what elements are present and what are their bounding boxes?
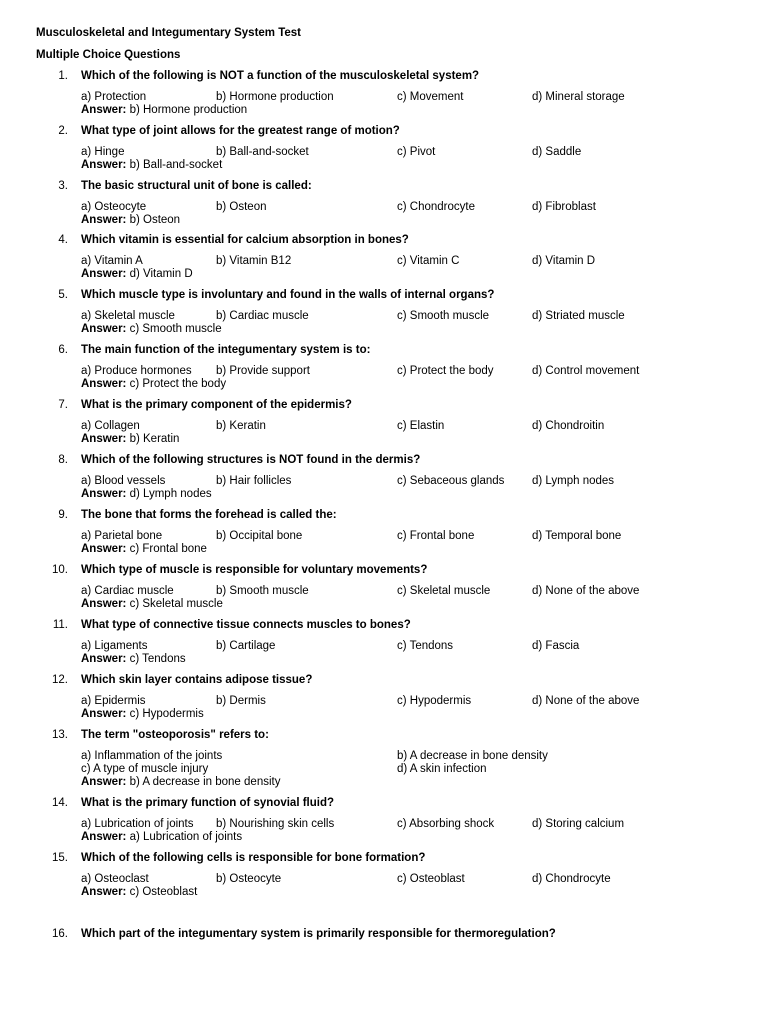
- option-b: b) A decrease in bone density: [397, 750, 548, 762]
- option-d: d) Storing calcium: [532, 818, 625, 830]
- option-c: c) Frontal bone: [397, 530, 475, 542]
- option-a: a) Cardiac muscle: [81, 585, 174, 597]
- answer-label: Answer:: [81, 886, 127, 898]
- question-number: 12.: [52, 674, 68, 686]
- answer-line: [81, 598, 223, 610]
- question-text: What is the primary component of the epidermis?: [81, 399, 352, 411]
- option-d: d) Temporal bone: [532, 530, 622, 542]
- question-number: 14.: [52, 797, 68, 809]
- option-d: d) Chondroitin: [532, 420, 605, 432]
- answer-value: c) Protect the body: [129, 378, 227, 390]
- question-text: Which skin layer contains adipose tissue?: [81, 674, 313, 686]
- answer-label: Answer:: [81, 653, 127, 665]
- option-d: d) Striated muscle: [532, 310, 625, 322]
- answer-value: b) A decrease in bone density: [129, 776, 281, 788]
- option-b: b) Keratin: [216, 420, 266, 432]
- option-b: b) Dermis: [216, 695, 266, 707]
- question-number: 3.: [58, 180, 68, 192]
- answer-value: c) Frontal bone: [129, 543, 207, 555]
- option-d: d) Chondrocyte: [532, 873, 611, 885]
- answer-label: Answer:: [81, 268, 127, 280]
- option-b: b) Cartilage: [216, 640, 276, 652]
- answer-value: c) Hypodermis: [129, 708, 204, 720]
- question-number: 15.: [52, 852, 68, 864]
- option-d: d) Fascia: [532, 640, 580, 652]
- option-d: d) Vitamin D: [532, 255, 596, 267]
- option-c: c) Chondrocyte: [397, 201, 475, 213]
- answer-label: Answer:: [81, 214, 127, 226]
- answer-value: c) Smooth muscle: [129, 323, 222, 335]
- answer-value: c) Skeletal muscle: [129, 598, 223, 610]
- option-b: b) Smooth muscle: [216, 585, 309, 597]
- answer-value: b) Ball-and-socket: [129, 159, 223, 171]
- answer-label: Answer:: [81, 776, 127, 788]
- option-b: b) Cardiac muscle: [216, 310, 309, 322]
- option-c: c) Absorbing shock: [397, 818, 495, 830]
- question-text: The term "osteoporosis" refers to:: [81, 729, 269, 741]
- question-text: Which of the following structures is NOT found in the dermis?: [81, 454, 421, 466]
- option-a: a) Hinge: [81, 146, 125, 158]
- answer-line: [81, 831, 242, 843]
- option-b: b) Osteon: [216, 201, 267, 213]
- answer-value: d) Vitamin D: [129, 268, 193, 280]
- question-text: Which of the following cells is responsible for bone formation?: [81, 852, 426, 864]
- option-a: a) Osteoclast: [81, 873, 149, 885]
- answer-line: [81, 433, 179, 445]
- answer-line: [81, 378, 226, 390]
- option-d: d) Control movement: [532, 365, 640, 377]
- answer-label: Answer:: [81, 159, 127, 171]
- option-a: a) Blood vessels: [81, 475, 166, 487]
- option-d: d) None of the above: [532, 695, 640, 707]
- option-b: b) Hormone production: [216, 91, 334, 103]
- option-b: b) Hair follicles: [216, 475, 292, 487]
- answer-value: d) Lymph nodes: [129, 488, 212, 500]
- option-a: a) Collagen: [81, 420, 140, 432]
- answer-line: [81, 776, 280, 788]
- answer-line: [81, 214, 180, 226]
- question-number: 6.: [58, 344, 68, 356]
- answer-line: [81, 268, 193, 280]
- answer-line: [81, 104, 247, 116]
- question-text: The bone that forms the forehead is called the:: [81, 509, 337, 521]
- answer-line: [81, 323, 222, 335]
- answer-label: Answer:: [81, 323, 127, 335]
- question-number: 5.: [58, 289, 68, 301]
- option-d: d) Saddle: [532, 146, 582, 158]
- option-c: c) Hypodermis: [397, 695, 472, 707]
- question-number: 16.: [52, 928, 68, 940]
- question-text: What type of connective tissue connects muscles to bones?: [81, 619, 411, 631]
- option-a: a) Inflammation of the joints: [81, 750, 223, 762]
- option-d: d) Mineral storage: [532, 91, 625, 103]
- option-c: c) Movement: [397, 91, 464, 103]
- question-number: 1.: [58, 70, 68, 82]
- option-c: c) Tendons: [397, 640, 454, 652]
- document-title: Musculoskeletal and Integumentary System Test: [36, 27, 302, 39]
- answer-line: [81, 708, 204, 720]
- option-c: c) Vitamin C: [397, 255, 460, 267]
- answer-value: b) Osteon: [129, 214, 181, 226]
- question-number: 10.: [52, 564, 68, 576]
- answer-line: [81, 886, 197, 898]
- question-text: What is the primary function of synovial fluid?: [81, 797, 335, 809]
- option-b: b) Ball-and-socket: [216, 146, 309, 158]
- answer-value: b) Hormone production: [129, 104, 248, 116]
- option-b: b) Vitamin B12: [216, 255, 292, 267]
- question-number: 2.: [58, 125, 68, 137]
- answer-line: [81, 653, 186, 665]
- option-a: a) Ligaments: [81, 640, 148, 652]
- option-a: a) Parietal bone: [81, 530, 163, 542]
- answer-line: [81, 488, 212, 500]
- answer-value: b) Keratin: [129, 433, 180, 445]
- question-number: 4.: [58, 234, 68, 246]
- option-a: a) Skeletal muscle: [81, 310, 175, 322]
- question-number: 11.: [52, 619, 68, 631]
- option-c: c) Osteoblast: [397, 873, 465, 885]
- question-text: Which of the following is NOT a function of the musculoskeletal system?: [81, 70, 480, 82]
- option-c: c) Sebaceous glands: [397, 475, 505, 487]
- option-b: b) Provide support: [216, 365, 310, 377]
- question-text: Which muscle type is involuntary and found in the walls of internal organs?: [81, 289, 495, 301]
- question-text: Which vitamin is essential for calcium absorption in bones?: [81, 234, 409, 246]
- question-text: The basic structural unit of bone is called:: [81, 180, 312, 192]
- option-d: d) A skin infection: [397, 763, 487, 775]
- answer-value: c) Tendons: [129, 653, 186, 665]
- option-a: a) Osteocyte: [81, 201, 147, 213]
- option-d: d) Lymph nodes: [532, 475, 615, 487]
- answer-value: a) Lubrication of joints: [129, 831, 243, 843]
- option-c: c) A type of muscle injury: [81, 763, 209, 775]
- answer-line: [81, 543, 207, 555]
- option-d: d) Fibroblast: [532, 201, 596, 213]
- answer-label: Answer:: [81, 598, 127, 610]
- answer-label: Answer:: [81, 378, 127, 390]
- option-c: c) Pivot: [397, 146, 436, 158]
- question-text: Which part of the integumentary system is primarily responsible for thermoregulation?: [81, 928, 556, 940]
- answer-label: Answer:: [81, 104, 127, 116]
- question-text: The main function of the integumentary system is to:: [81, 344, 371, 356]
- answer-label: Answer:: [81, 543, 127, 555]
- question-number: 13.: [52, 729, 68, 741]
- question-number: 8.: [58, 454, 68, 466]
- answer-line: [81, 159, 222, 171]
- option-c: c) Protect the body: [397, 365, 494, 377]
- answer-value: c) Osteoblast: [129, 886, 198, 898]
- option-a: a) Lubrication of joints: [81, 818, 194, 830]
- option-a: a) Protection: [81, 91, 147, 103]
- answer-label: Answer:: [81, 831, 127, 843]
- option-a: a) Epidermis: [81, 695, 146, 707]
- option-c: c) Skeletal muscle: [397, 585, 491, 597]
- option-a: a) Vitamin A: [81, 255, 143, 267]
- section-heading: Multiple Choice Questions: [36, 49, 181, 61]
- question-text: What type of joint allows for the greatest range of motion?: [81, 125, 400, 137]
- question-text: Which type of muscle is responsible for voluntary movements?: [81, 564, 428, 576]
- answer-label: Answer:: [81, 708, 127, 720]
- option-c: c) Elastin: [397, 420, 445, 432]
- option-d: d) None of the above: [532, 585, 640, 597]
- option-a: a) Produce hormones: [81, 365, 192, 377]
- question-number: 7.: [58, 399, 68, 411]
- answer-label: Answer:: [81, 488, 127, 500]
- question-number: 9.: [58, 509, 68, 521]
- answer-label: Answer:: [81, 433, 127, 445]
- option-b: b) Occipital bone: [216, 530, 303, 542]
- option-b: b) Nourishing skin cells: [216, 818, 335, 830]
- option-b: b) Osteocyte: [216, 873, 282, 885]
- option-c: c) Smooth muscle: [397, 310, 490, 322]
